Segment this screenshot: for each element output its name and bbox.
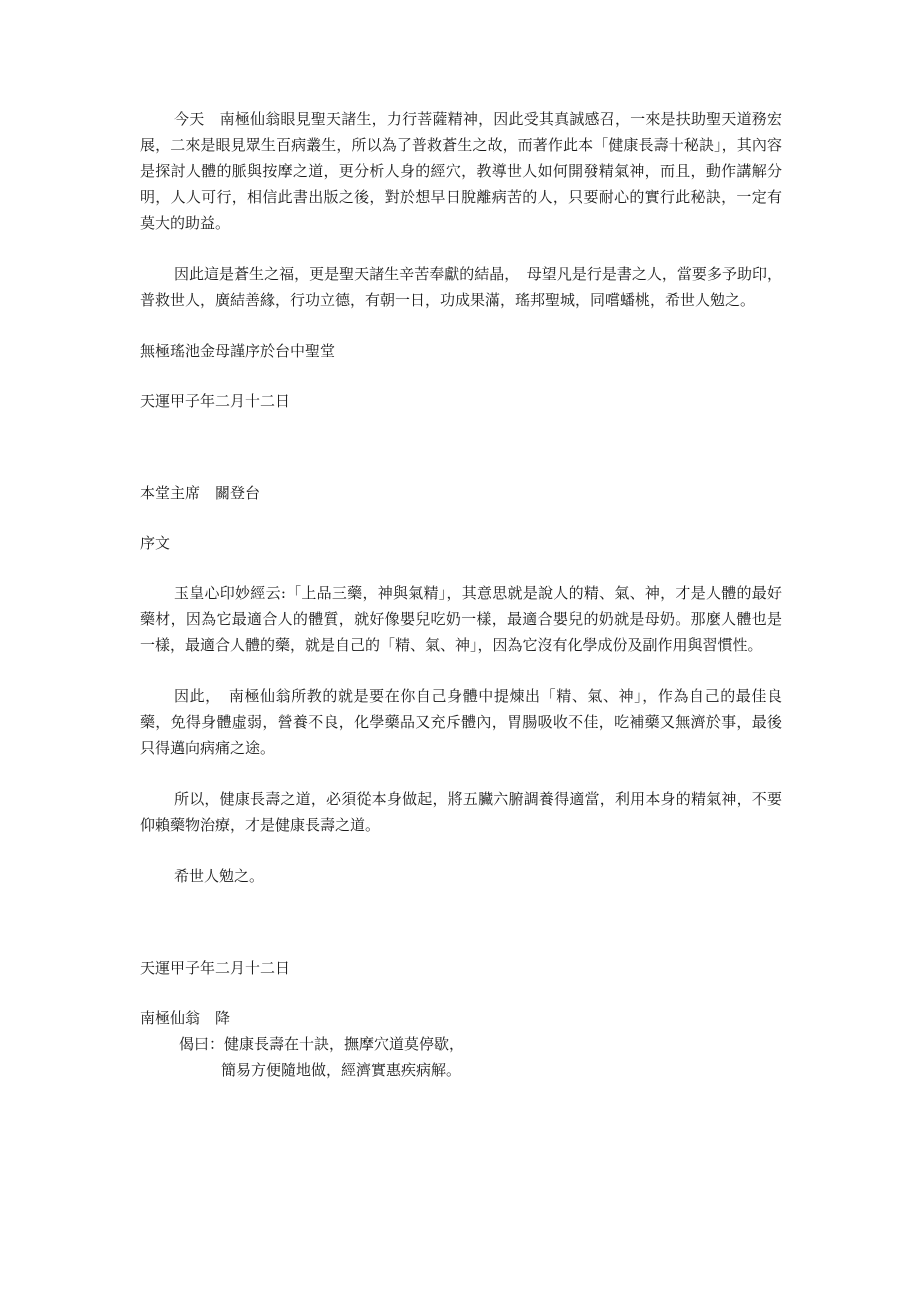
document-page (140, 106, 782, 1083)
second-preface-paragraph-4: 希世人勉之。 (174, 867, 265, 885)
preface-paragraph-1: 今天 南極仙翁眼見聖天諸生，力行菩薩精神，因此受其真誠感召，一來是扶助聖天道務宏展，二來是眼見眾生百病叢生，所以為了普救蒼生之故，而著作此本「健康長壽十秘訣」，其內容是探討人體的脈與按摩之道，更分析人身的經穴，教導世人如何開發精氣神，而且，動作講解分明，人人可行，相信此書出版之後，對於想早日脫離病苦的人，只要耐心的實行此秘訣，一定有莫大的助益。 (140, 110, 782, 232)
verse-line-1: 偈曰：健康長壽在十訣，撫摩穴道莫停歇， (179, 1035, 465, 1053)
verse-section-date: 天運甲子年二月十二日 (140, 959, 291, 977)
second-preface-paragraph-1: 玉皇心印妙經云:「上品三藥，神與氣精」，其意思就是說人的精、氣、神，才是人體的最好藥材，因為它最適合人的體質，就好像嬰兒吃奶一樣，最適合嬰兒的奶就是母奶。那麼人體也是一樣，最適合人體的藥，就是自己的「精、氣、神」，因為它沒有化學成份及副作用與習慣性。 (140, 584, 782, 654)
preface-signature: 無極瑤池金母謹序於台中聖堂 (140, 342, 336, 360)
second-preface-heading: 序文 (140, 534, 171, 552)
second-preface-paragraph-2: 因此， 南極仙翁所教的就是要在你自己身體中提煉出「精、氣、神」，作為自己的最佳良藥，免得身體虛弱，營養不良，化學藥品又充斥體內，胃腸吸收不佳，吃補藥又無濟於事，最後只得邁向病痛之途。 (140, 687, 782, 757)
preface-paragraph-2: 因此這是蒼生之福，更是聖天諸生辛苦奉獻的結晶， 母望凡是行是書之人，當要多予助印，普救世人，廣結善緣，行功立德，有朝一日，功成果滿，瑤邦聖城，同嚐蟠桃，希世人勉之。 (140, 265, 782, 309)
verse-line-2: 簡易方便隨地做，經濟實惠疾病解。 (221, 1061, 462, 1079)
preface-date: 天運甲子年二月十二日 (140, 392, 291, 410)
verse-section-author: 南極仙翁 降 (140, 1009, 231, 1027)
second-preface-author: 本堂主席 關登台 (140, 484, 261, 502)
second-preface-paragraph-3: 所以，健康長壽之道，必須從本身做起，將五臟六腑調養得適當，利用本身的精氣神，不要仰賴藥物治療，才是健康長壽之道。 (140, 790, 782, 834)
